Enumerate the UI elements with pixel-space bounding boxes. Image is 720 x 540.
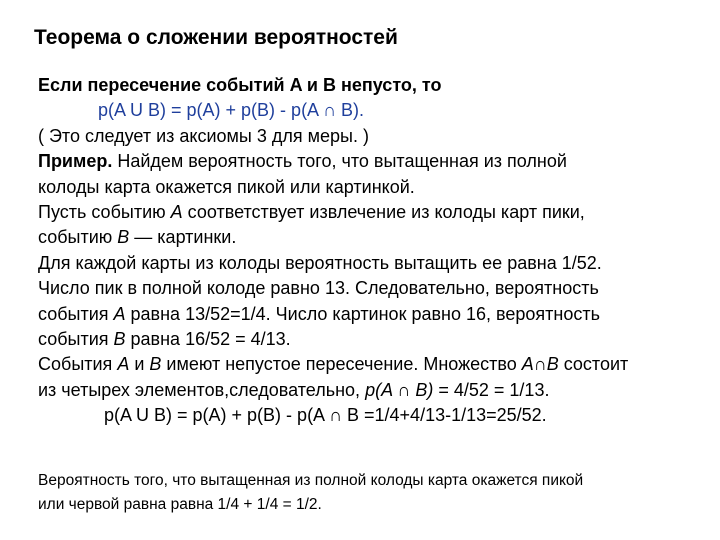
slide-body [38,73,708,428]
text-span: = 4/52 = 1/13. [433,379,550,400]
text-span: равна 13/52=1/4. Число картинок равно 16, вероятность [125,303,600,324]
text-span: имеют непустое пересечение. Множество [161,354,522,375]
intersection-symbol: A∩B [521,354,559,375]
text-span: соответствует извлечение из колоды карт пики, [182,201,585,222]
example-label: Пример. [38,151,113,172]
hearts-note [38,469,708,517]
event-b-line [38,225,708,250]
text-span: событию [38,227,118,248]
event-b-symbol: B [149,354,162,375]
text-span: состоит [558,354,629,375]
four-elements-line [38,378,708,403]
example-line [38,149,708,174]
note-line-2: или червой равна равна 1/4 + 1/4 = 1/2. [38,496,322,513]
note-line-1: Вероятность того, что вытащенная из полной колоды карта окажется пикой [38,472,584,489]
text-span: — картинки. [129,227,237,248]
addition-formula: p(A U B) = p(A) + p(B) - p(A ∩ B). [98,100,365,121]
event-a-symbol: A [117,354,130,375]
text-span: события [38,303,114,324]
text-span: События [38,354,118,375]
prob-a-line [38,302,708,327]
calculation-formula: p(A U B) = p(A) + p(B) - p(A ∩ B =1/4+4/13-1/13=25/52. [104,405,547,426]
condition-line [38,73,708,98]
deck-line: колоды карта окажется пикой или картинкой. [38,176,415,197]
text-span: равна 16/52 = 4/13. [125,328,291,349]
text-span: и [129,354,150,375]
event-b-symbol: B [113,328,126,349]
axiom-note: ( Это следует из аксиомы 3 для меры. ) [38,125,369,146]
condition-text: Если пересечение событий A и B непусто, то [38,75,442,95]
prob-b-line [38,327,708,352]
text-span: Пусть событию [38,201,171,222]
text-span: из четырех элементов,следовательно, [38,379,366,400]
event-a-line [38,200,708,225]
event-b-symbol: B [117,227,130,248]
event-a-symbol: A [170,201,183,222]
intersection-prob: p(A ∩ B) [365,379,434,400]
slide-title: Теорема о сложении вероятностей [34,26,398,49]
text-span: события [38,328,114,349]
event-a-symbol: A [113,303,126,324]
intersection-line [38,352,708,377]
example-text: Найдем вероятность того, что вытащенная из полной [112,151,567,172]
spades-count-line: Число пик в полной колоде равно 13. Следовательно, вероятность [38,278,599,299]
each-card-line: Для каждой карты из колоды вероятность вытащить ее равна 1/52. [38,252,602,273]
